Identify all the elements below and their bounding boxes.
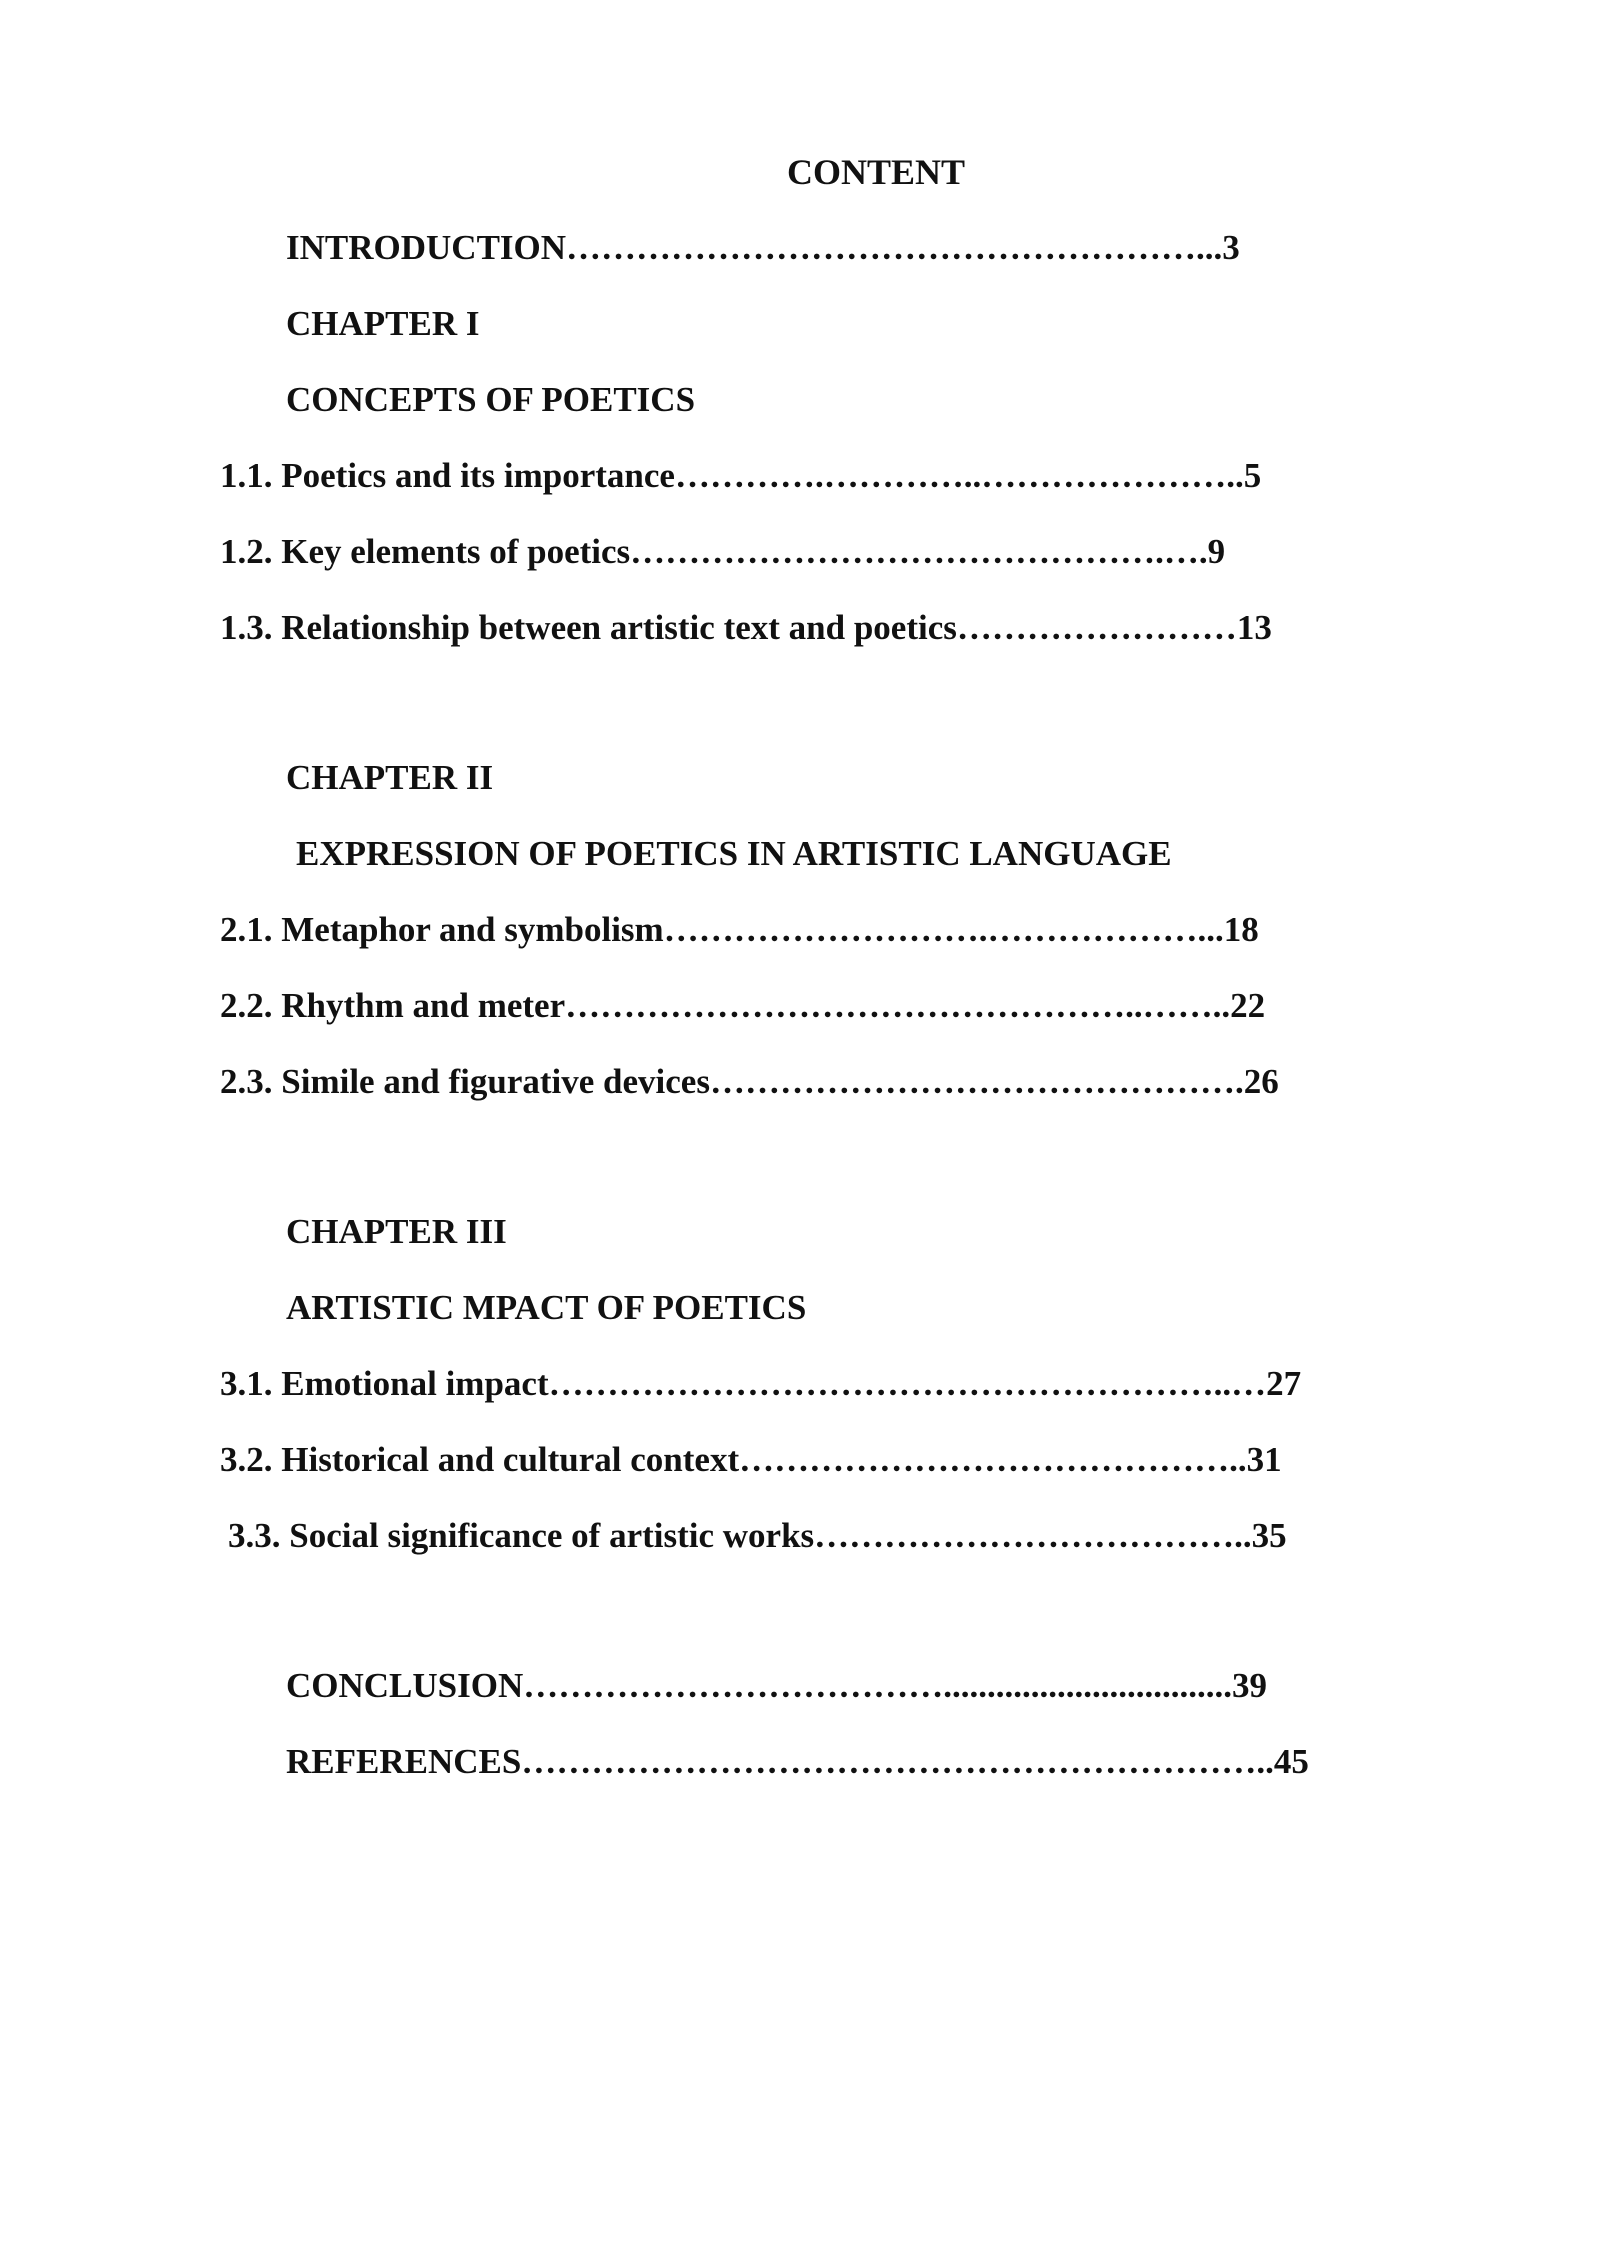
toc-entry-1-1: 1.1. Poetics and its importance………….…………..…………………..5 (220, 456, 1262, 495)
toc-entry-references: REFERENCES………………………………………………………..45 (286, 1742, 1309, 1781)
toc-entry-3-2: 3.2. Historical and cultural context……………………………………..31 (220, 1440, 1282, 1479)
toc-chapter-1-title: CONCEPTS OF POETICS (286, 380, 696, 419)
toc-entry-3-1: 3.1. Emotional impact…………………………………………………..…27 (220, 1364, 1302, 1403)
toc-entry-1-3: 1.3. Relationship between artistic text and poetics……………………13 (220, 608, 1272, 647)
toc-chapter-2-title: EXPRESSION OF POETICS IN ARTISTIC LANGUAGE (296, 834, 1172, 873)
toc-entry-2-2: 2.2. Rhythm and meter…………………………………………..……..22 (220, 986, 1266, 1025)
toc-chapter-3-title: ARTISTIC MPACT OF POETICS (286, 1288, 807, 1327)
toc-chapter-1-label: CHAPTER I (286, 304, 480, 343)
page-title: CONTENT (786, 152, 966, 192)
toc-chapter-3-label: CHAPTER III (286, 1212, 507, 1251)
toc-chapter-2-label: CHAPTER II (286, 758, 494, 797)
toc-entry-2-3: 2.3. Simile and figurative devices……………………………………….26 (220, 1062, 1279, 1101)
toc-entry-2-1: 2.1. Metaphor and symbolism……………………….………………...18 (220, 910, 1259, 949)
toc-entry-3-3: 3.3. Social significance of artistic works………………………………..35 (228, 1516, 1287, 1555)
toc-entry-1-2: 1.2. Key elements of poetics……………………………………….….9 (220, 532, 1226, 571)
toc-entry-introduction: INTRODUCTION………………………………………………...3 (286, 228, 1240, 267)
toc-entry-conclusion: CONCLUSION……………………………….................................39 (286, 1666, 1268, 1705)
